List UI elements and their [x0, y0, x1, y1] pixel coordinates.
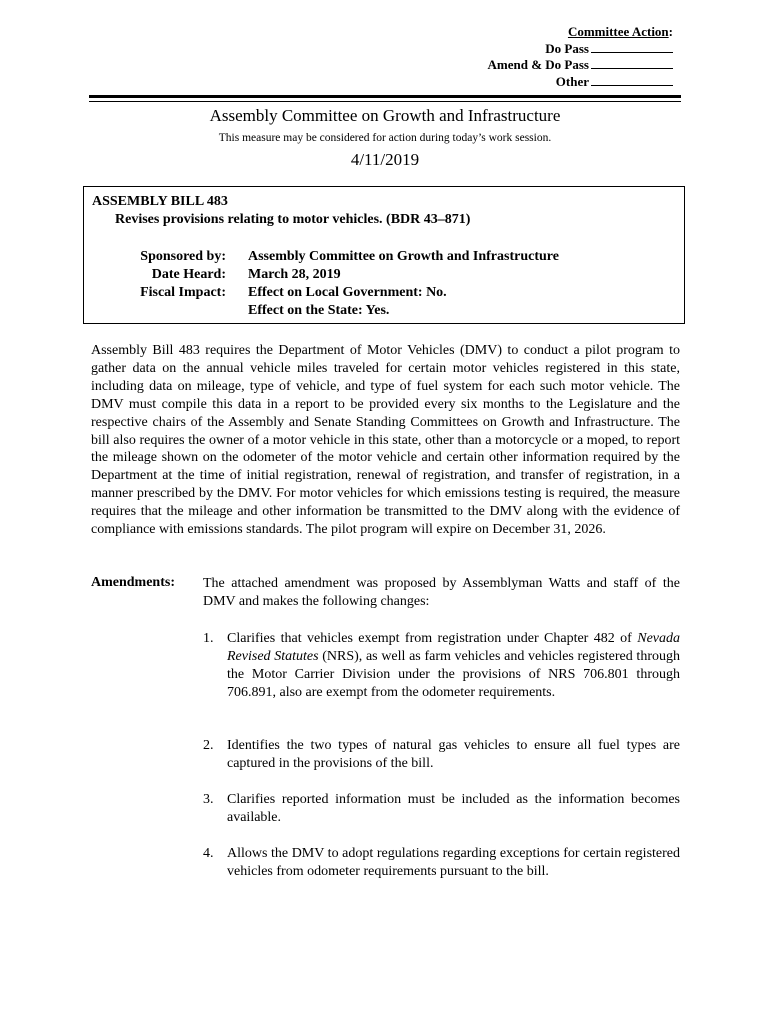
- header-divider-thick: [89, 95, 681, 98]
- bill-summary-paragraph: Assembly Bill 483 requires the Department of Motor Vehicles (DMV) to conduct a pilot program to gather data on the annual vehicle miles traveled for certain motor vehicles registered in this state, including data on mileage, type of vehicle, and type of fuel system for each such motor vehicle. The DMV must compile this data in a report to be provided every six months to the Legislature and the respective chairs of the Assembly and Senate Standing Committees on Growth and Infrastructure. The bill also requires the owner of a motor vehicle in this state, other than a motorcycle or a moped, to report the mileage shown on the odometer of the motor vehicle and certain other information required by the Department at the time of initial registration, renewal of registration, and transfer of registration, in a manner prescribed by the DMV. For motor vehicles for which emissions testing is required, the measure requires that the mileage and other information be transmitted to the DMV along with the evidence of compliance with emissions standards. The pilot program will expire on December 31, 2026.: [91, 343, 680, 538]
- sponsored-by-label: Sponsored by:: [140, 249, 226, 264]
- committee-title: Assembly Committee on Growth and Infrastructure: [209, 106, 561, 125]
- amendment-number: 1.: [203, 631, 214, 646]
- other-blank: [591, 74, 673, 86]
- amend-do-pass-blank: [591, 57, 673, 69]
- other-line: Other: [488, 74, 673, 91]
- amendment-text: Identifies the two types of natural gas vehicles to ensure all fuel types are captured in the provisions of the bill.: [227, 738, 680, 771]
- header-divider-thin: [89, 101, 681, 102]
- committee-action-block: [488, 24, 673, 90]
- do-pass-blank: [591, 41, 673, 53]
- bill-info-box: [83, 186, 685, 324]
- amend-do-pass-line: Amend & Do Pass: [488, 57, 673, 74]
- amendment-item: [203, 845, 680, 881]
- nrs-citation: Nevada Revised Statutes: [227, 631, 680, 664]
- amendments-intro: The attached amendment was proposed by Assemblyman Watts and staff of the DMV and makes the following changes:: [203, 576, 680, 609]
- amendments-label: Amendments:: [91, 575, 175, 590]
- hearing-date: 4/11/2019: [350, 150, 420, 169]
- amendment-number: 2.: [203, 738, 214, 753]
- amendment-item: [203, 737, 680, 773]
- amendment-item: [203, 630, 680, 702]
- amendment-number: 3.: [203, 792, 214, 807]
- amendment-item: [203, 791, 680, 827]
- amendment-text: Allows the DMV to adopt regulations regarding exceptions for certain registered vehicles from odometer requirements pursuant to the bill.: [227, 846, 680, 879]
- do-pass-line: Do Pass: [488, 41, 673, 58]
- date-heard-label: Date Heard:: [151, 267, 226, 282]
- amendment-number: 4.: [203, 846, 214, 861]
- fiscal-state-value: Effect on the State: Yes.: [248, 303, 390, 318]
- amendment-text: Clarifies that vehicles exempt from registration under Chapter 482 of Nevada Revised Statutes (NRS), as well as farm vehicles and vehicles registered through the Motor Carrier Division under the provisions of NRS 706.801 through 706.891, also are exempt from the odometer requirements.: [227, 631, 680, 700]
- bill-number: ASSEMBLY BILL 483: [92, 194, 228, 209]
- date-heard-value: March 28, 2019: [248, 267, 341, 282]
- bill-field-values: [248, 248, 559, 320]
- sponsored-by-value: Assembly Committee on Growth and Infrastructure: [248, 249, 559, 264]
- fiscal-local-value: Effect on Local Government: No.: [248, 285, 447, 300]
- amendment-text: Clarifies reported information must be included as the information becomes available.: [227, 792, 680, 825]
- bill-description: Revises provisions relating to motor vehicles. (BDR 43–871): [115, 212, 471, 227]
- fiscal-impact-label: Fiscal Impact:: [140, 285, 226, 300]
- work-session-note: This measure may be considered for action during today’s work session.: [218, 132, 552, 144]
- bill-field-labels: [140, 248, 226, 302]
- committee-action-title: Committee Action:: [567, 24, 673, 39]
